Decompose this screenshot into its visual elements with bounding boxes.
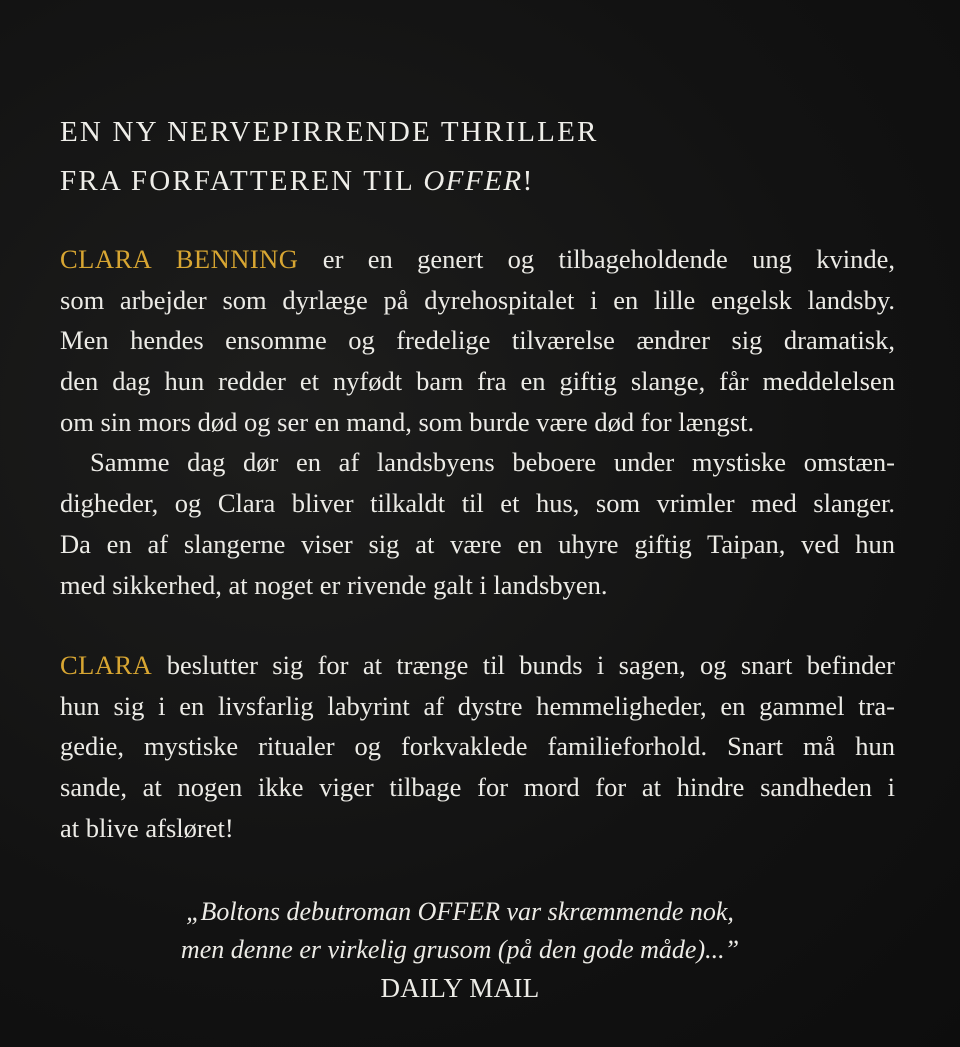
line-text: som arbejder som dyrlæge på dyrehospitalet i en lille engelsk landsby. (60, 284, 895, 315)
quote-line-2: men denne er virkelig grusom (på den gode måde)...” (180, 934, 740, 964)
text-line (60, 767, 895, 808)
line-text: Samme dag dør en af landsbyens beboere under mystiske omstæn- (90, 447, 895, 478)
text-line (60, 565, 895, 606)
blurb-paragraph-2 (60, 645, 895, 848)
text-line (60, 239, 895, 280)
line-text: om sin mors død og ser en mand, som burde være død for længst. (60, 406, 755, 437)
text-line (60, 645, 895, 686)
line-text: beslutter sig for at trænge til bunds i sagen, og snart befinder (152, 650, 895, 680)
quote-source: DAILY MAIL (380, 973, 540, 1003)
heading-prefix: FRA FORFATTEREN TIL (60, 165, 424, 197)
blurb-paragraph-1 (60, 239, 895, 605)
cover-heading (60, 108, 599, 206)
line-text: med sikkerhed, at noget er rivende galt i landsbyen. (60, 569, 608, 600)
line-text: sande, at nogen ikke viger tilbage for mord for at hindre sandheden i (60, 772, 895, 803)
text-line (60, 320, 895, 361)
heading-line-1: EN NY NERVEPIRRENDE THRILLER (60, 116, 599, 148)
book-title-offer: OFFER (423, 165, 523, 197)
line-text: digheder, og Clara bliver tilkaldt til et hus, som vrimler med slanger. (60, 488, 895, 519)
line-text: er en genert og tilbageholdende ung kvinde, (298, 244, 895, 274)
highlighted-name: CLARA (60, 650, 153, 680)
line-text: Da en af slangerne viser sig at være en uhyre giftig Taipan, ved hun (60, 528, 895, 559)
quote-line-1: „Boltons debutroman OFFER var skræmmende nok, (186, 897, 734, 926)
text-line (60, 686, 895, 727)
text-line (60, 483, 895, 524)
line-text: at blive afsløret! (60, 812, 234, 843)
text-line (60, 808, 895, 849)
heading-suffix: ! (522, 165, 535, 197)
text-line (60, 726, 895, 767)
text-line (60, 361, 895, 402)
review-quote (0, 893, 960, 1008)
text-line (60, 442, 895, 483)
line-text: Men hendes ensomme og fredelige tilværelse ændrer sig dramatisk, (60, 325, 895, 356)
line-text: gedie, mystiske ritualer og forkvaklede familieforhold. Snart må hun (60, 731, 895, 762)
text-line (60, 524, 895, 565)
text-line (60, 280, 895, 321)
heading-line-2 (60, 157, 599, 206)
text-line (60, 402, 895, 443)
line-text: den dag hun redder et nyfødt barn fra en giftig slange, får meddelelsen (60, 366, 895, 397)
line-text: hun sig i en livsfarlig labyrint af dystre hemmeligheder, en gammel tra- (60, 690, 895, 721)
highlighted-name: CLARA BENNING (60, 244, 299, 274)
